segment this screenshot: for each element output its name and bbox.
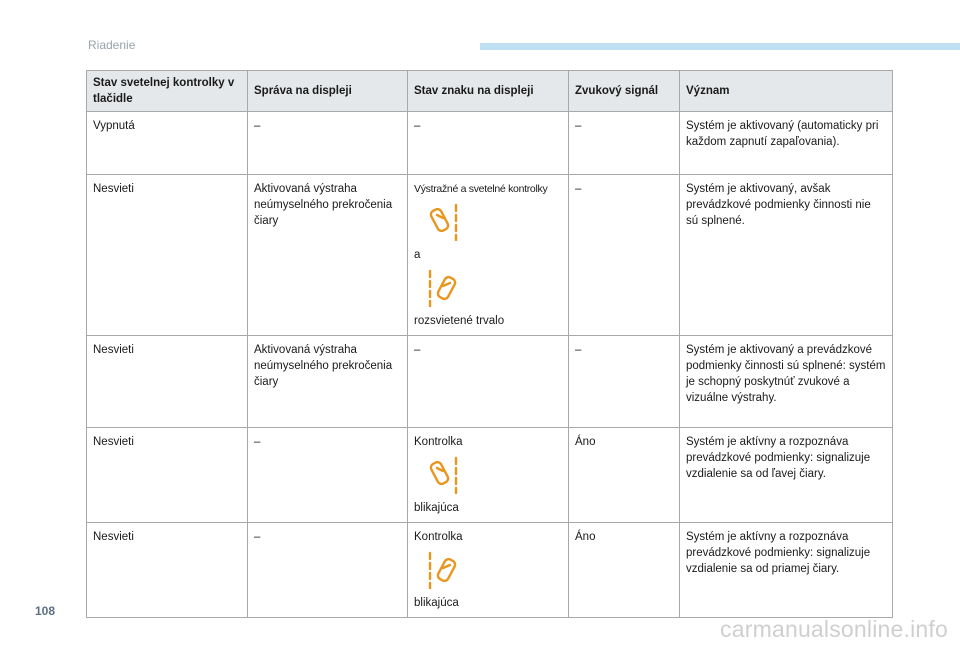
- sign-text: blikajúca: [414, 502, 459, 514]
- cell-sound: Áno: [569, 523, 680, 618]
- lane-departure-left-icon: [426, 269, 460, 307]
- table-header-row: [87, 71, 893, 112]
- cell-message: –: [248, 523, 408, 618]
- cell-sound: –: [569, 175, 680, 336]
- section-bar: [480, 43, 960, 50]
- lane-departure-left-icon: [426, 551, 460, 589]
- sign-text: a: [414, 249, 421, 261]
- cell-state: Nesvieti: [87, 523, 248, 618]
- sign-text: rozsvietené trvalo: [414, 315, 505, 327]
- sign-text: blikajúca: [414, 597, 459, 609]
- cell-meaning: Systém je aktívny a rozpoznáva prevádzkové podmienky: signalizuje vzdialenie sa od priamej čiary.: [680, 523, 893, 618]
- cell-meaning: Systém je aktivovaný a prevádzkové podmienky činnosti sú splnené: systém je schopný poskytnúť zvukové a vizuálne výstrahy.: [680, 336, 893, 428]
- table-row: [87, 428, 893, 523]
- page-number: 108: [35, 604, 56, 618]
- sign-text: Kontrolka: [414, 531, 463, 543]
- cell-message: –: [248, 428, 408, 523]
- lane-departure-right-icon: [426, 456, 460, 494]
- cell-sign: [408, 428, 569, 523]
- lane-departure-right-icon: [426, 203, 460, 241]
- sign-text: Výstražné a svetelné kontrolky: [414, 183, 548, 195]
- column-header: Stav svetelnej kontrolky v tlačidle: [87, 71, 248, 112]
- cell-sign: [408, 175, 569, 336]
- table-row: [87, 175, 893, 336]
- cell-sign: –: [408, 336, 569, 428]
- cell-sound: Áno: [569, 428, 680, 523]
- sign-text: Kontrolka: [414, 436, 463, 448]
- cell-meaning: Systém je aktivovaný, avšak prevádzkové podmienky činnosti nie sú splnené.: [680, 175, 893, 336]
- table-row: [87, 112, 893, 175]
- cell-meaning: Systém je aktivovaný (automaticky pri každom zapnutí zapaľovania).: [680, 112, 893, 175]
- cell-meaning: Systém je aktívny a rozpoznáva prevádzkové podmienky: signalizuje vzdialenie sa od ľavej čiary.: [680, 428, 893, 523]
- cell-state: Vypnutá: [87, 112, 248, 175]
- cell-message: –: [248, 112, 408, 175]
- lane-assist-table: [86, 70, 893, 618]
- section-title: Riadenie: [88, 38, 136, 52]
- cell-state: Nesvieti: [87, 175, 248, 336]
- cell-sign: –: [408, 112, 569, 175]
- column-header: Zvukový signál: [569, 71, 680, 112]
- cell-state: Nesvieti: [87, 428, 248, 523]
- cell-state: Nesvieti: [87, 336, 248, 428]
- watermark: carmanualsonline.info: [720, 616, 948, 642]
- cell-sound: –: [569, 336, 680, 428]
- column-header: Správa na displeji: [248, 71, 408, 112]
- cell-sound: –: [569, 112, 680, 175]
- table-row: [87, 523, 893, 618]
- cell-message: Aktivovaná výstraha neúmyselného prekročenia čiary: [248, 336, 408, 428]
- column-header: Stav znaku na displeji: [408, 71, 569, 112]
- column-header: Význam: [680, 71, 893, 112]
- cell-message: Aktivovaná výstraha neúmyselného prekročenia čiary: [248, 175, 408, 336]
- table-row: [87, 336, 893, 428]
- cell-sign: [408, 523, 569, 618]
